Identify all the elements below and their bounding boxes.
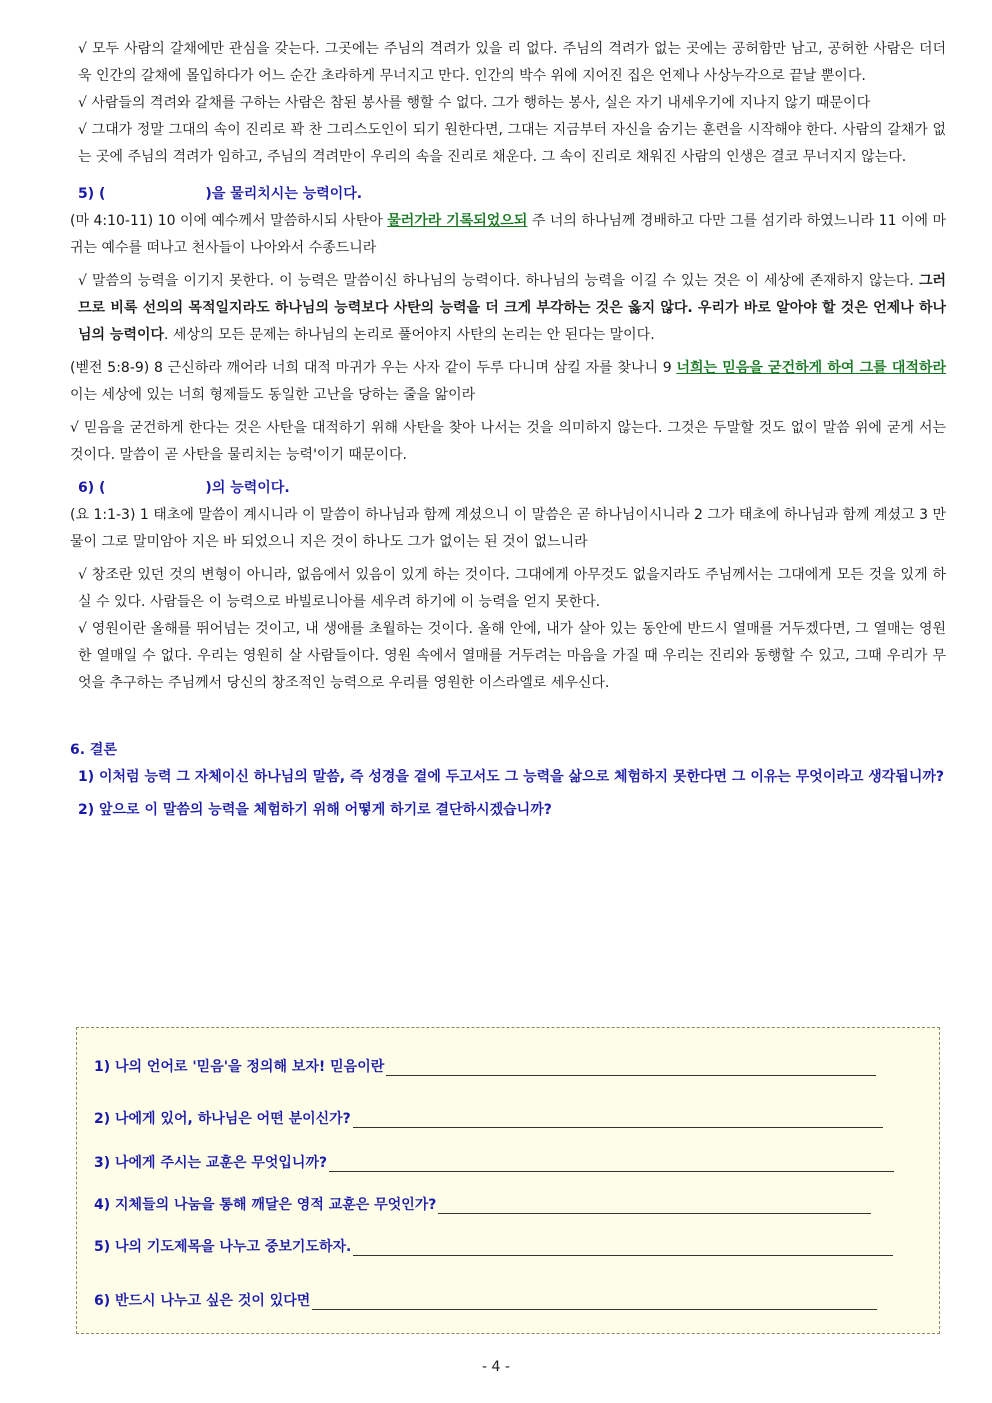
answer-line[interactable]: [386, 1059, 876, 1076]
section-5-heading: 5) ( )을 물리치시는 능력이다.: [78, 186, 363, 202]
paragraph-applause: √ 모두 사람의 갈채에만 관심을 갖는다. 그곳에는 주님의 격려가 있을 리 없다. 주님의 격려가 없는 곳에는 공허함만 남고, 공허한 사람은 더더욱 인간의 갈채에 몰입하다가 어느 순간 초라하게 무너지고 만다. 인간의 박수 위에 지어진 집은 언제나 사상누각으로 끝날 뿐이다.: [78, 41, 946, 84]
comment-word-power: √ 말씀의 능력을 이기지 못한다. 이 능력은 말씀이신 하나님의 능력이다. 하나님의 능력을 이길 수 있는 것은 이 세상에 존재하지 않는다. 그러므로 비록 선의의 목적일지라도 하나님의 능력보다 사탄의 능력을 더 크게 부각하는 것은 옳지 않다. 우리가 바로 알아야 할 것은 언제나 하나님의 능력이다. 세상의 모든 문제는 하나님의 논리로 풀어야지 사탄의 논리는 안 된다는 말이다.: [78, 273, 946, 343]
worksheet-row: 2) 나에게 있어, 하나님은 어떤 분이신가?: [94, 1108, 883, 1128]
comment-faith: √ 믿음을 굳건하게 한다는 것은 사탄을 대적하기 위해 사탄을 찾아 나서는 것을 의미하지 않는다. 그것은 두말할 것도 없이 말씀 위에 굳게 서는 것이다. 말씀이 곧 사탄을 물리치는 능력'이기 때문이다.: [70, 420, 946, 463]
worksheet-row: 6) 반드시 나누고 싶은 것이 있다면: [94, 1290, 877, 1310]
verse-john: (요 1:1-3) 1 태초에 말씀이 계시니라 이 말씀이 하나님과 함께 계셨으니 이 말씀은 곧 하나님이시니라 2 그가 태초에 하나님과 함께 계셨고 3 만물이 그로 말미암아 지은 바 되었으니 지은 것이 하나도 그가 없이는 된 것이 없느니라: [70, 507, 946, 550]
answer-line[interactable]: [329, 1155, 894, 1172]
answer-line[interactable]: [353, 1239, 893, 1256]
verse-peter: (벧전 5:8-9) 8 근신하라 깨어라 너희 대적 마귀가 우는 사자 같이 두루 다니며 삼킬 자를 찾나니 9 너희는 믿음을 굳건하게 하여 그를 대적하라 이는 세상에 있는 너희 형제들도 동일한 고난을 당하는 줄을 앎이라: [70, 360, 946, 403]
comment-eternity: √ 영원이란 올해를 뛰어넘는 것이고, 내 생애를 초월하는 것이다. 올해 안에, 내가 살아 있는 동안에 반드시 열매를 거두겠다면, 그 열매는 영원한 열매일 수 없다. 우리는 영원히 살 사람들이다. 영원 속에서 열매를 거두려는 마음을 가질 때 우리는 진리와 동행할 수 있고, 그때 우리가 무엇을 추구하는 주님께서 당신의 창조적인 능력으로 우리를 영원한 이스라엘로 세우신다.: [78, 621, 946, 691]
worksheet-box: [76, 1027, 940, 1334]
section-6-heading: 6) ( )의 능력이다.: [78, 480, 290, 496]
verse-highlight: 물러가라 기록되었으되: [387, 213, 528, 229]
document-body: [70, 36, 946, 824]
worksheet-row: 4) 지체들의 나눔을 통해 깨달은 영적 교훈은 무엇인가?: [94, 1194, 871, 1214]
worksheet-row: 5) 나의 기도제목을 나누고 중보기도하자.: [94, 1236, 893, 1256]
comment-creation: √ 창조란 있던 것의 변형이 아니라, 없음에서 있음이 있게 하는 것이다. 그대에게 아무것도 없을지라도 주님께서는 그대에게 모든 것을 있게 하실 수 있다. 사람들은 이 능력으로 바빌로니아를 세우려 하기에 이 능력을 얻지 못한다.: [78, 567, 946, 610]
page-number: - 4 -: [482, 1359, 510, 1375]
worksheet-row: 3) 나에게 주시는 교훈은 무엇입니까?: [94, 1152, 894, 1172]
paragraph-hiding: √ 그대가 정말 그대의 속이 진리로 꽉 찬 그리스도인이 되기 원한다면, 그대는 지금부터 자신을 숨기는 훈련을 시작해야 한다. 사람의 갈채가 없는 곳에 주님의 격려가 임하고, 주님의 격려만이 우리의 속을 진리로 채운다. 그 속이 진리로 채워진 사람의 인생은 결코 무너지지 않는다.: [78, 122, 946, 165]
verse-matthew: (마 4:10-11) 10 이에 예수께서 말씀하시되 사탄아 물러가라 기록되었으되 주 너의 하나님께 경배하고 다만 그를 섬기라 하였느니라 11 이에 마귀는 예수를 떠나고 천사들이 나아와서 수종드니라: [70, 213, 946, 256]
answer-line[interactable]: [312, 1293, 877, 1310]
verse-highlight: 너희는 믿음을 굳건하게 하여 그를 대적하라: [676, 360, 946, 376]
conclusion-title: 6. 결론: [70, 742, 117, 758]
conclusion-question-2: 2) 앞으로 이 말씀의 능력을 체험하기 위해 어떻게 하기로 결단하시겠습니까?: [78, 802, 552, 818]
answer-line[interactable]: [438, 1197, 871, 1214]
paragraph-service: √ 사람들의 격려와 갈채를 구하는 사람은 참된 봉사를 행할 수 없다. 그가 행하는 봉사, 실은 자기 내세우기에 지나지 않기 때문이다: [78, 95, 871, 111]
worksheet-row: 1) 나의 언어로 '믿음'을 정의해 보자! 믿음이란: [94, 1056, 876, 1076]
answer-line[interactable]: [353, 1111, 883, 1128]
conclusion-question-1: 1) 이처럼 능력 그 자체이신 하나님의 말씀, 즉 성경을 곁에 두고서도 그 능력을 삶으로 체험하지 못한다면 그 이유는 무엇이라고 생각됩니까?: [78, 769, 945, 785]
bold-emphasis: 그러므로 비록 선의의 목적일지라도 하나님의 능력보다 사탄의 능력을 더 크게 부각하는 것은 옳지 않다. 우리가 바로 알아야 할 것은 언제나 하나님의 능력이다: [78, 273, 946, 343]
